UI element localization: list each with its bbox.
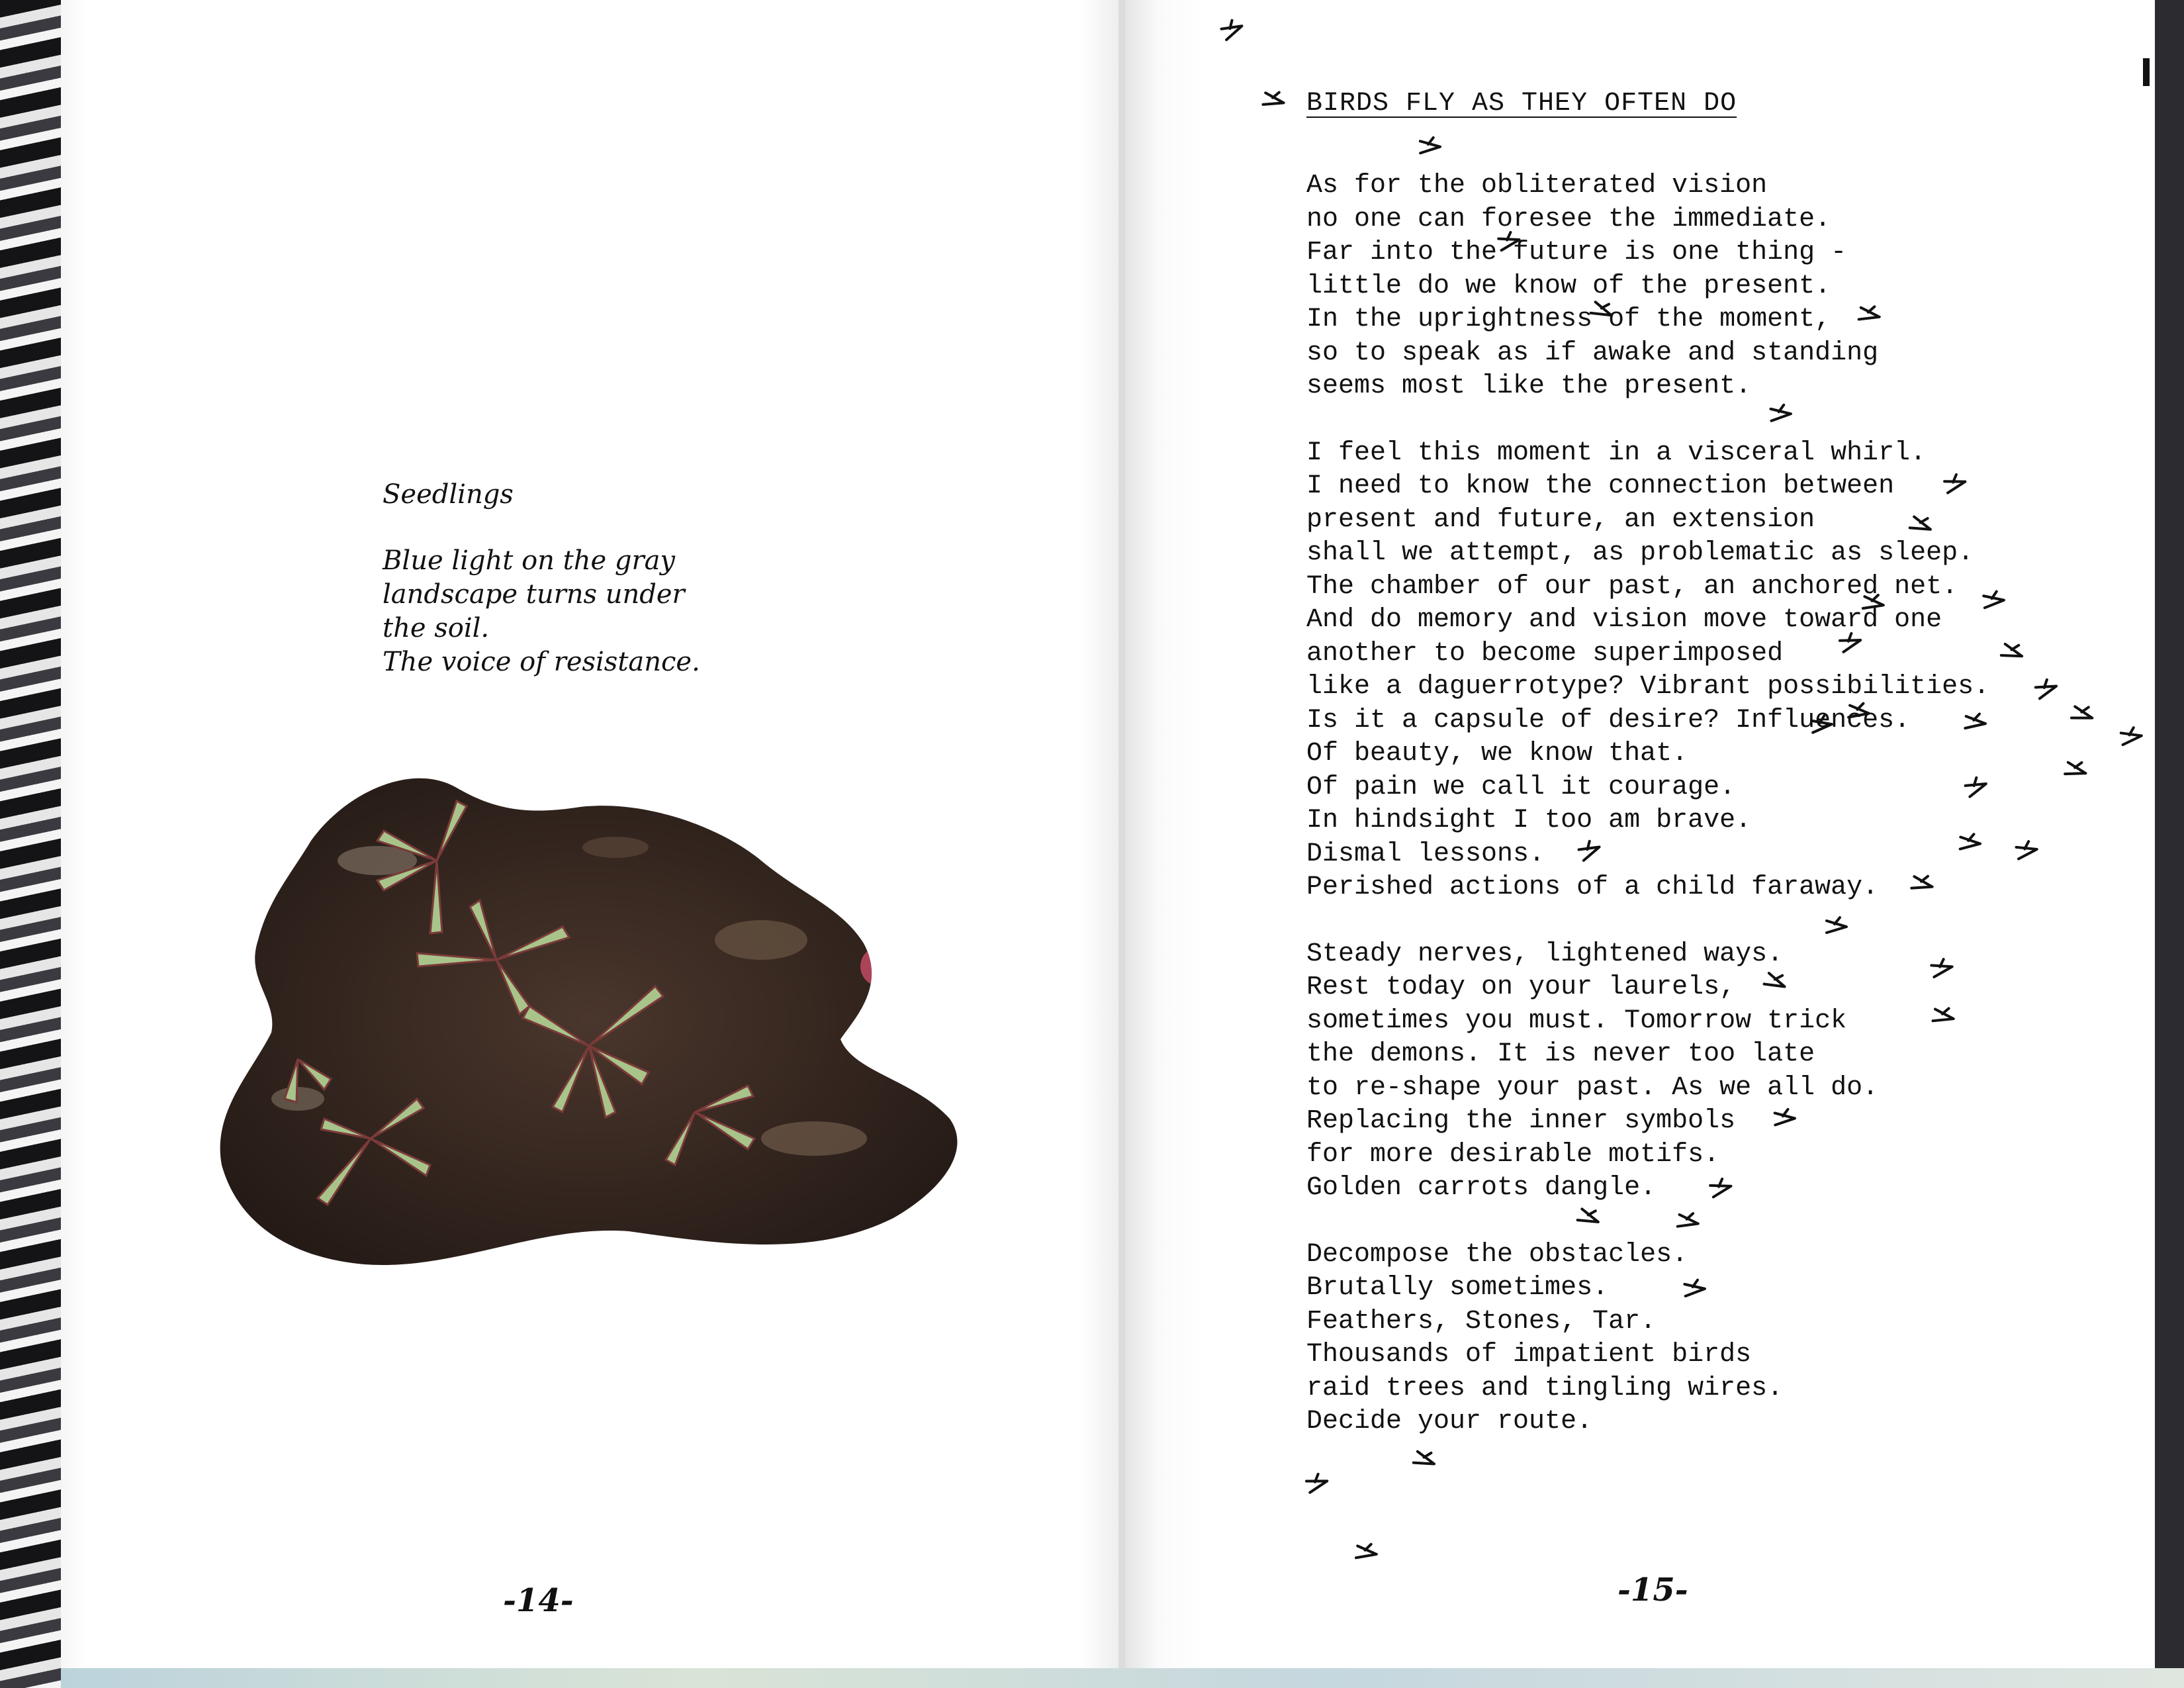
edge-mark — [2143, 58, 2150, 86]
poem-line: In hindsight I too am brave. — [1306, 806, 1752, 835]
poem-line: I feel this moment in a visceral whirl. — [1306, 438, 1927, 468]
poem-line: Of pain we call it courage. — [1306, 772, 1736, 802]
stanza-4 — [1306, 1239, 1989, 1439]
book-spine-edge — [0, 0, 61, 1688]
poem-line: so to speak as if awake and standing — [1306, 338, 1879, 368]
poem-line: Brutally sometimes. — [1306, 1273, 1609, 1303]
page-number-right: -15- — [1617, 1571, 1688, 1609]
poem-line: Decide your route. — [1306, 1407, 1593, 1436]
poem-line: Golden carrots dangle. — [1306, 1173, 1657, 1203]
poem-line: landscape turns under — [383, 579, 685, 610]
poem-line: In the uprightness of the moment, — [1306, 305, 1831, 334]
poem-line: And do memory and vision move toward one — [1306, 605, 1942, 635]
page-number-left: -14- — [503, 1582, 574, 1619]
poem-line: Steady nerves, lightened ways. — [1306, 939, 1784, 969]
poem-line: The chamber of our past, an anchored net. — [1306, 571, 1958, 602]
poem-line: Far into the future is one thing - — [1306, 238, 1847, 267]
poem-line: Perished actions of a child faraway. — [1306, 872, 1879, 902]
poem-line: raid trees and tingling wires. — [1306, 1373, 1784, 1403]
seedlings-title: Seedlings — [383, 479, 514, 510]
poem-line: for more desirable motifs. — [1306, 1139, 1720, 1170]
poem-line: Feathers, Stones, Tar. — [1306, 1306, 1657, 1336]
poem-line: Is it a capsule of desire? Influences. — [1306, 705, 1911, 735]
poem-line: the soil. — [383, 613, 490, 643]
poem-line: Decompose the obstacles. — [1306, 1239, 1688, 1270]
poem-line: I need to know the connection between — [1306, 471, 1895, 501]
poem-line: like a daguerrotype? Vibrant possibilities. — [1306, 672, 1990, 702]
stanza-1 — [1306, 169, 1989, 404]
poem-line: little do we know of the present. — [1306, 271, 1831, 301]
poem-line: no one can foresee the immediate. — [1306, 204, 1831, 234]
poem-line: sometimes you must. Tomorrow trick — [1306, 1006, 1847, 1036]
poem-line: present and future, an extension — [1306, 504, 1815, 535]
poem-line: Rest today on your laurels, — [1306, 972, 1736, 1002]
seedlings-photo — [218, 768, 960, 1271]
poem-line: Dismal lessons. — [1306, 839, 1545, 869]
poem-line: Blue light on the gray — [383, 545, 676, 576]
poem-line: Replacing the inner symbols — [1306, 1106, 1736, 1136]
poem-line: to re-shape your past. As we all do. — [1306, 1072, 1879, 1103]
stanza-3 — [1306, 938, 1989, 1205]
bottom-edge-strip — [61, 1668, 2184, 1688]
poem-line: Of beauty, we know that. — [1306, 739, 1688, 769]
birds-poem — [1306, 169, 1989, 1472]
stanza-2 — [1306, 437, 1989, 905]
poem-line: the demons. It is never too late — [1306, 1039, 1815, 1069]
poem-line: seems most like the present. — [1306, 371, 1752, 401]
poem-line: Thousands of impatient birds — [1306, 1340, 1752, 1370]
seedlings-poem — [383, 544, 700, 679]
poem-line: As for the obliterated vision — [1306, 171, 1768, 201]
poem-line: shall we attempt, as problematic as sleep. — [1306, 538, 1974, 568]
poem-line: another to become superimposed — [1306, 638, 1784, 669]
birds-poem-title: BIRDS FLY AS THEY OFTEN DO — [1306, 89, 1737, 118]
poem-line: The voice of resistance. — [383, 647, 700, 677]
